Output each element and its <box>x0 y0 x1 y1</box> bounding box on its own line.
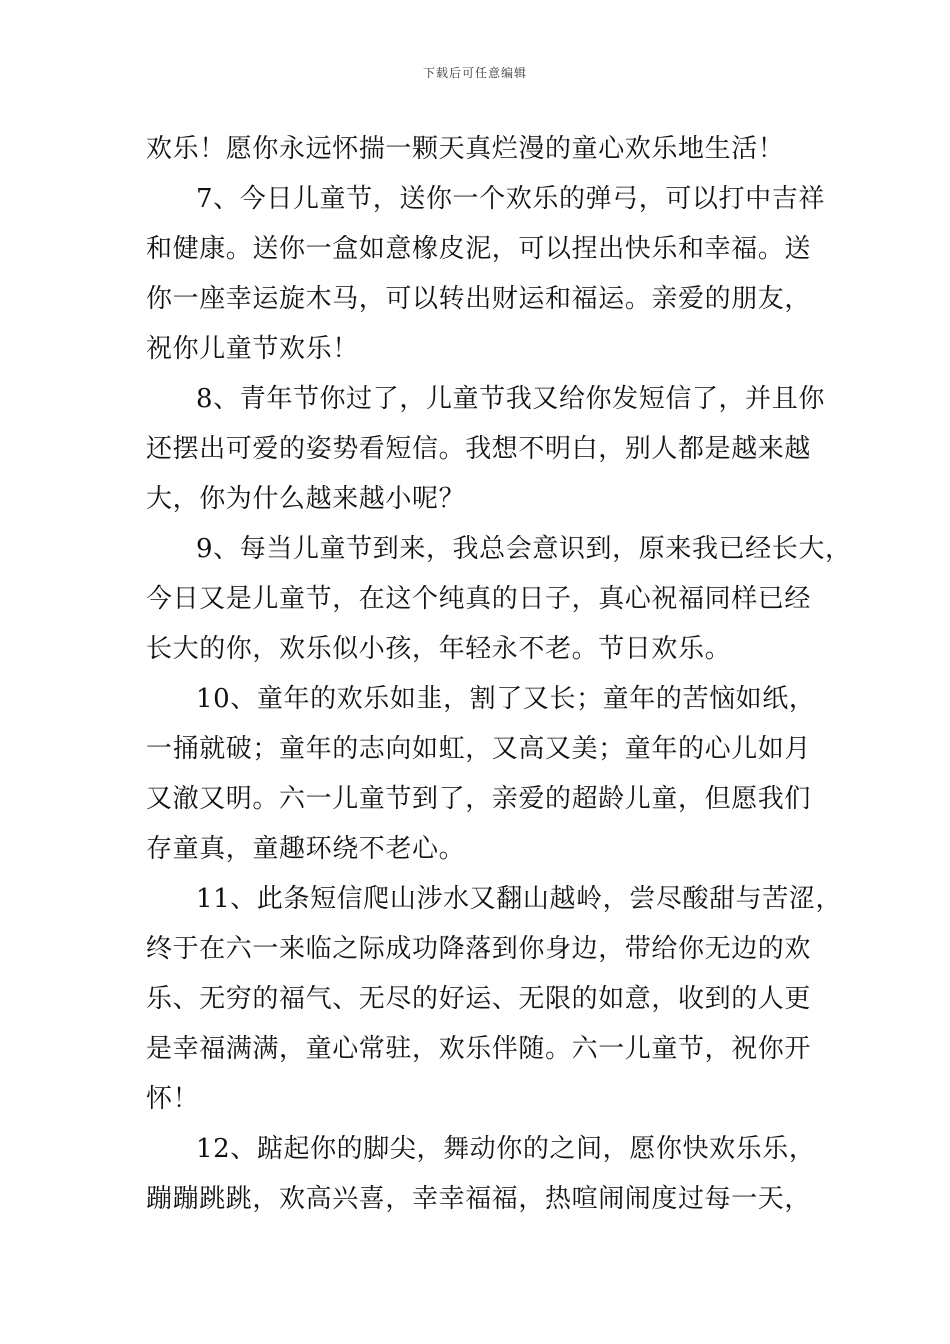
text-line-22: 蹦蹦跳跳，欢高兴喜，幸幸福福，热喧闹闹度过每一天， <box>146 1184 812 1214</box>
text-line-3: 和健康。送你一盒如意橡皮泥，可以捏出快乐和幸福。送 <box>146 234 812 264</box>
text-line-21: 12、踮起你的脚尖，舞动你的之间，愿你快欢乐乐， <box>196 1134 816 1164</box>
text-line-20: 怀！ <box>146 1084 200 1114</box>
text-line-15: 存童真，童趣环绕不老心。 <box>146 834 466 864</box>
header-note: 下载后可任意编辑 <box>422 66 527 80</box>
text-line-17: 终于在六一来临之际成功降落到你身边，带给你无边的欢 <box>146 934 812 964</box>
text-line-2: 7、今日儿童节，送你一个欢乐的弹弓，可以打中吉祥 <box>196 184 825 214</box>
text-line-19: 是幸福满满，童心常驻，欢乐伴随。六一儿童节，祝你开 <box>146 1034 812 1064</box>
text-line-10: 今日又是儿童节，在这个纯真的日子，真心祝福同样已经 <box>146 584 812 614</box>
text-line-6: 8、青年节你过了，儿童节我又给你发短信了，并且你 <box>196 384 825 414</box>
text-line-7: 还摆出可爱的姿势看短信。我想不明白，别人都是越来越 <box>146 434 812 464</box>
text-line-18: 乐、无穷的福气、无尽的好运、无限的如意，收到的人更 <box>146 984 812 1014</box>
text-line-13: 一捅就破；童年的志向如虹，又高又美；童年的心儿如月 <box>146 734 812 764</box>
text-line-1: 欢乐！愿你永远怀揣一颗天真烂漫的童心欢乐地生活！ <box>146 134 785 164</box>
text-line-9: 9、每当儿童节到来，我总会意识到，原来我已经长大， <box>196 534 852 564</box>
text-line-5: 祝你儿童节欢乐！ <box>146 334 359 364</box>
text-line-16: 11、此条短信爬山涉水又翻山越岭，尝尽酸甜与苦涩， <box>196 884 843 914</box>
text-line-8: 大，你为什么越来越小呢？ <box>146 484 466 514</box>
text-line-4: 你一座幸运旋木马，可以转出财运和福运。亲爱的朋友， <box>146 284 812 314</box>
text-line-11: 长大的你，欢乐似小孩，年轻永不老。节日欢乐。 <box>146 634 732 664</box>
text-line-12: 10、童年的欢乐如韭，割了又长；童年的苦恼如纸， <box>196 684 816 714</box>
text-line-14: 又澈又明。六一儿童节到了，亲爱的超龄儿童，但愿我们 <box>146 784 812 814</box>
